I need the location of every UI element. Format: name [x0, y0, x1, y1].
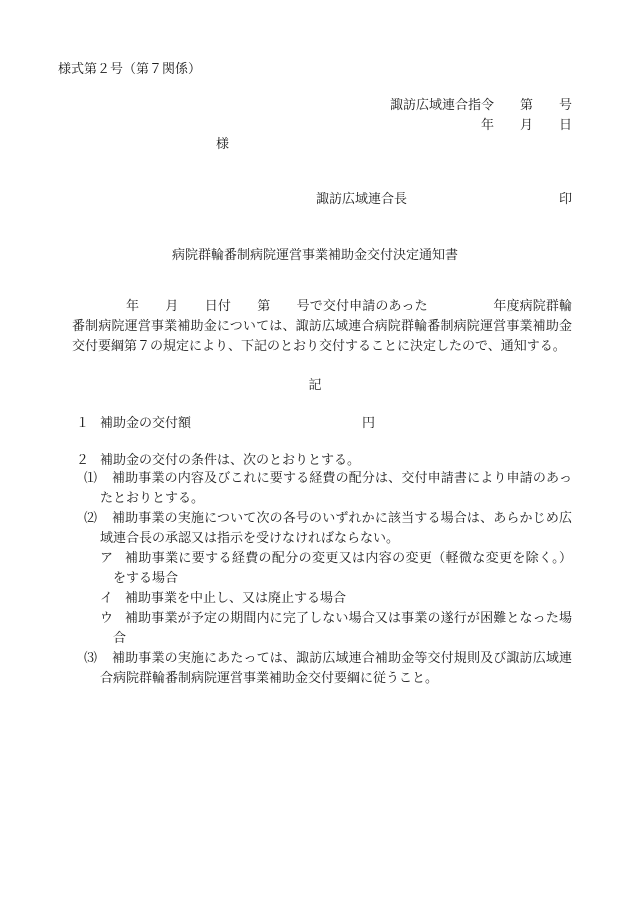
subitem-i-text: 補助事業を中止し、又は廃止する場合 — [125, 591, 347, 606]
section-2-number: ２ — [76, 453, 90, 468]
date-line: 年 月 日 — [480, 118, 572, 133]
condition-3-marker: ⑶ — [84, 651, 98, 666]
addressee-suffix: 様 — [216, 137, 230, 152]
amount-unit: 円 — [362, 416, 376, 431]
ki-heading: 記 — [308, 378, 322, 393]
form-label: 様式第２号（第７関係） — [58, 62, 202, 77]
section-1-label: 補助金の交付額 — [100, 416, 192, 431]
subitem-u-text: 補助事業が予定の期間内に完了しない場合又は事業の遂行が困難となった場合 — [113, 611, 572, 646]
condition-3-text: 補助事業の実施にあたっては、諏訪広域連合補助金等交付規則及び諏訪広域連合病院群輪番制病院運営事業補助金交付要綱に従うこと。 — [100, 651, 572, 686]
seal-mark: 印 — [558, 192, 572, 207]
condition-2-marker: ⑵ — [84, 511, 98, 526]
subitem-a-marker: ア — [100, 551, 114, 566]
condition-1-text: 補助事業の内容及びこれに要する経費の配分は、交付申請書により申請のあったとおりとする。 — [100, 471, 572, 506]
body-paragraph: 年 月 日付 第 号で交付申請のあった 年度病院群輪番制病院運営事業補助金については、諏訪広域連合病院群輪番制病院運営事業補助金交付要綱第７の規定により、下記のとおり交付することに決定したので、通知する。 — [72, 299, 572, 354]
subitem-u-marker: ウ — [100, 611, 114, 626]
issuer-name: 諏訪広域連合長 — [316, 192, 408, 207]
condition-2-text: 補助事業の実施について次の各号のいずれかに該当する場合は、あらかじめ広域連合長の承認又は指示を受けなければならない。 — [100, 511, 572, 546]
subitem-i-marker: イ — [100, 591, 114, 606]
subitem-a-text: 補助事業に要する経費の配分の変更又は内容の変更（軽微な変更を除く。）をする場合 — [113, 551, 572, 586]
section-2-label: 補助金の交付の条件は、次のとおりとする。 — [100, 453, 361, 468]
document-title: 病院群輪番制病院運営事業補助金交付決定通知書 — [171, 248, 458, 263]
section-1-number: １ — [76, 416, 90, 431]
notice-number: 諏訪広域連合指令 第 号 — [389, 98, 572, 113]
condition-1-marker: ⑴ — [84, 471, 98, 486]
